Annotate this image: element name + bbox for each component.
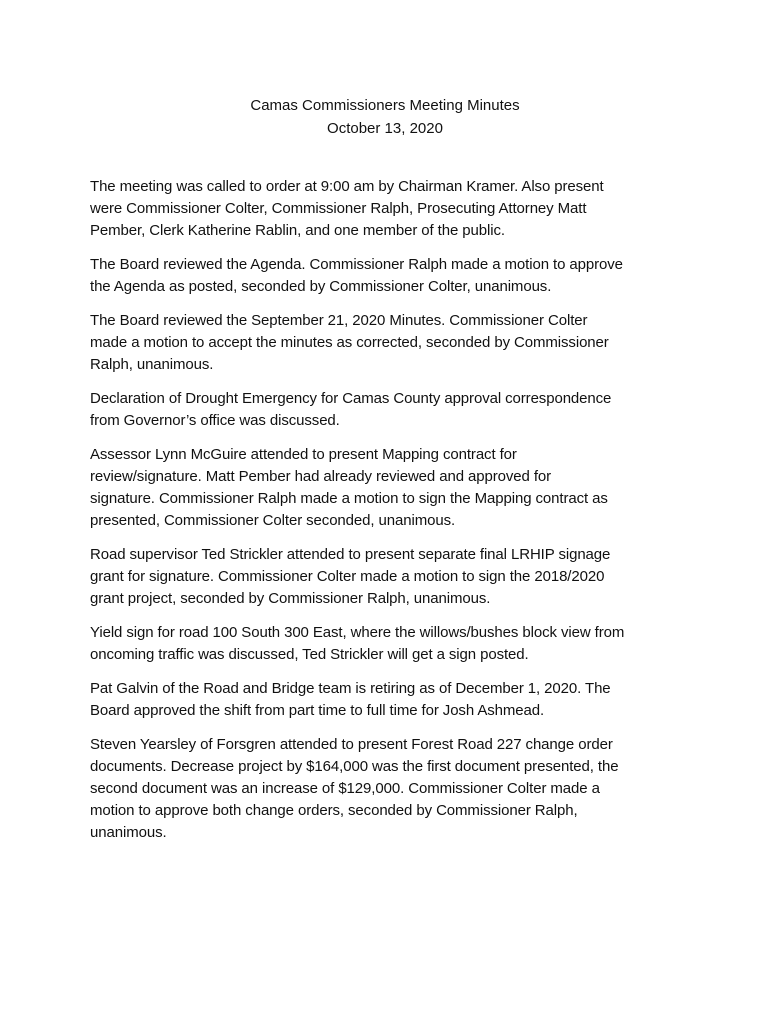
text-line: were Commissioner Colter, Commissioner Ralph, Prosecuting Attorney Matt bbox=[90, 200, 587, 217]
paragraph-mapping-contract bbox=[90, 444, 682, 532]
paragraph-retirement bbox=[90, 678, 682, 722]
text-line: second document was an increase of $129,000. Commissioner Colter made a bbox=[90, 780, 600, 797]
paragraph-agenda bbox=[90, 254, 682, 298]
text-line: Steven Yearsley of Forsgren attended to present Forest Road 227 change order bbox=[90, 736, 613, 753]
text-line: grant project, seconded by Commissioner Ralph, unanimous. bbox=[90, 590, 491, 607]
text-line: Board approved the shift from part time to full time for Josh Ashmead. bbox=[90, 702, 545, 719]
text-line: Road supervisor Ted Strickler attended to present separate final LRHIP signage bbox=[90, 546, 611, 563]
text-line: signature. Commissioner Ralph made a motion to sign the Mapping contract as bbox=[90, 490, 608, 507]
document-header bbox=[0, 94, 770, 140]
text-line: The Board reviewed the September 21, 2020 Minutes. Commissioner Colter bbox=[90, 312, 588, 329]
meeting-date: October 13, 2020 bbox=[327, 120, 443, 137]
text-line: Assessor Lynn McGuire attended to present Mapping contract for bbox=[90, 446, 517, 463]
document-title: Camas Commissioners Meeting Minutes bbox=[250, 97, 520, 114]
paragraph-yield-sign bbox=[90, 622, 682, 666]
text-line: Yield sign for road 100 South 300 East, where the willows/bushes block view from bbox=[90, 624, 625, 641]
text-line: The meeting was called to order at 9:00 am by Chairman Kramer. Also present bbox=[90, 178, 604, 195]
text-line: unanimous. bbox=[90, 824, 167, 841]
text-line: the Agenda as posted, seconded by Commissioner Colter, unanimous. bbox=[90, 278, 552, 295]
text-line: Pat Galvin of the Road and Bridge team is retiring as of December 1, 2020. The bbox=[90, 680, 611, 697]
paragraph-drought-emergency bbox=[90, 388, 682, 432]
text-line: Declaration of Drought Emergency for Camas County approval correspondence bbox=[90, 390, 612, 407]
text-line: Ralph, unanimous. bbox=[90, 356, 214, 373]
text-line: grant for signature. Commissioner Colter made a motion to sign the 2018/2020 bbox=[90, 568, 605, 585]
text-line: The Board reviewed the Agenda. Commissioner Ralph made a motion to approve bbox=[90, 256, 623, 273]
text-line: presented, Commissioner Colter seconded, unanimous. bbox=[90, 512, 456, 529]
text-line: Pember, Clerk Katherine Rablin, and one member of the public. bbox=[90, 222, 505, 239]
text-line: oncoming traffic was discussed, Ted Strickler will get a sign posted. bbox=[90, 646, 529, 663]
paragraph-lrhip-grant bbox=[90, 544, 682, 610]
text-line: documents. Decrease project by $164,000 was the first document presented, the bbox=[90, 758, 619, 775]
paragraph-change-orders bbox=[90, 734, 682, 844]
paragraph-call-to-order bbox=[90, 176, 682, 242]
text-line: review/signature. Matt Pember had already reviewed and approved for bbox=[90, 468, 552, 485]
paragraph-minutes bbox=[90, 310, 682, 376]
text-line: motion to approve both change orders, seconded by Commissioner Ralph, bbox=[90, 802, 578, 819]
minutes-body bbox=[90, 176, 682, 856]
text-line: from Governor’s office was discussed. bbox=[90, 412, 340, 429]
text-line: made a motion to accept the minutes as corrected, seconded by Commissioner bbox=[90, 334, 609, 351]
